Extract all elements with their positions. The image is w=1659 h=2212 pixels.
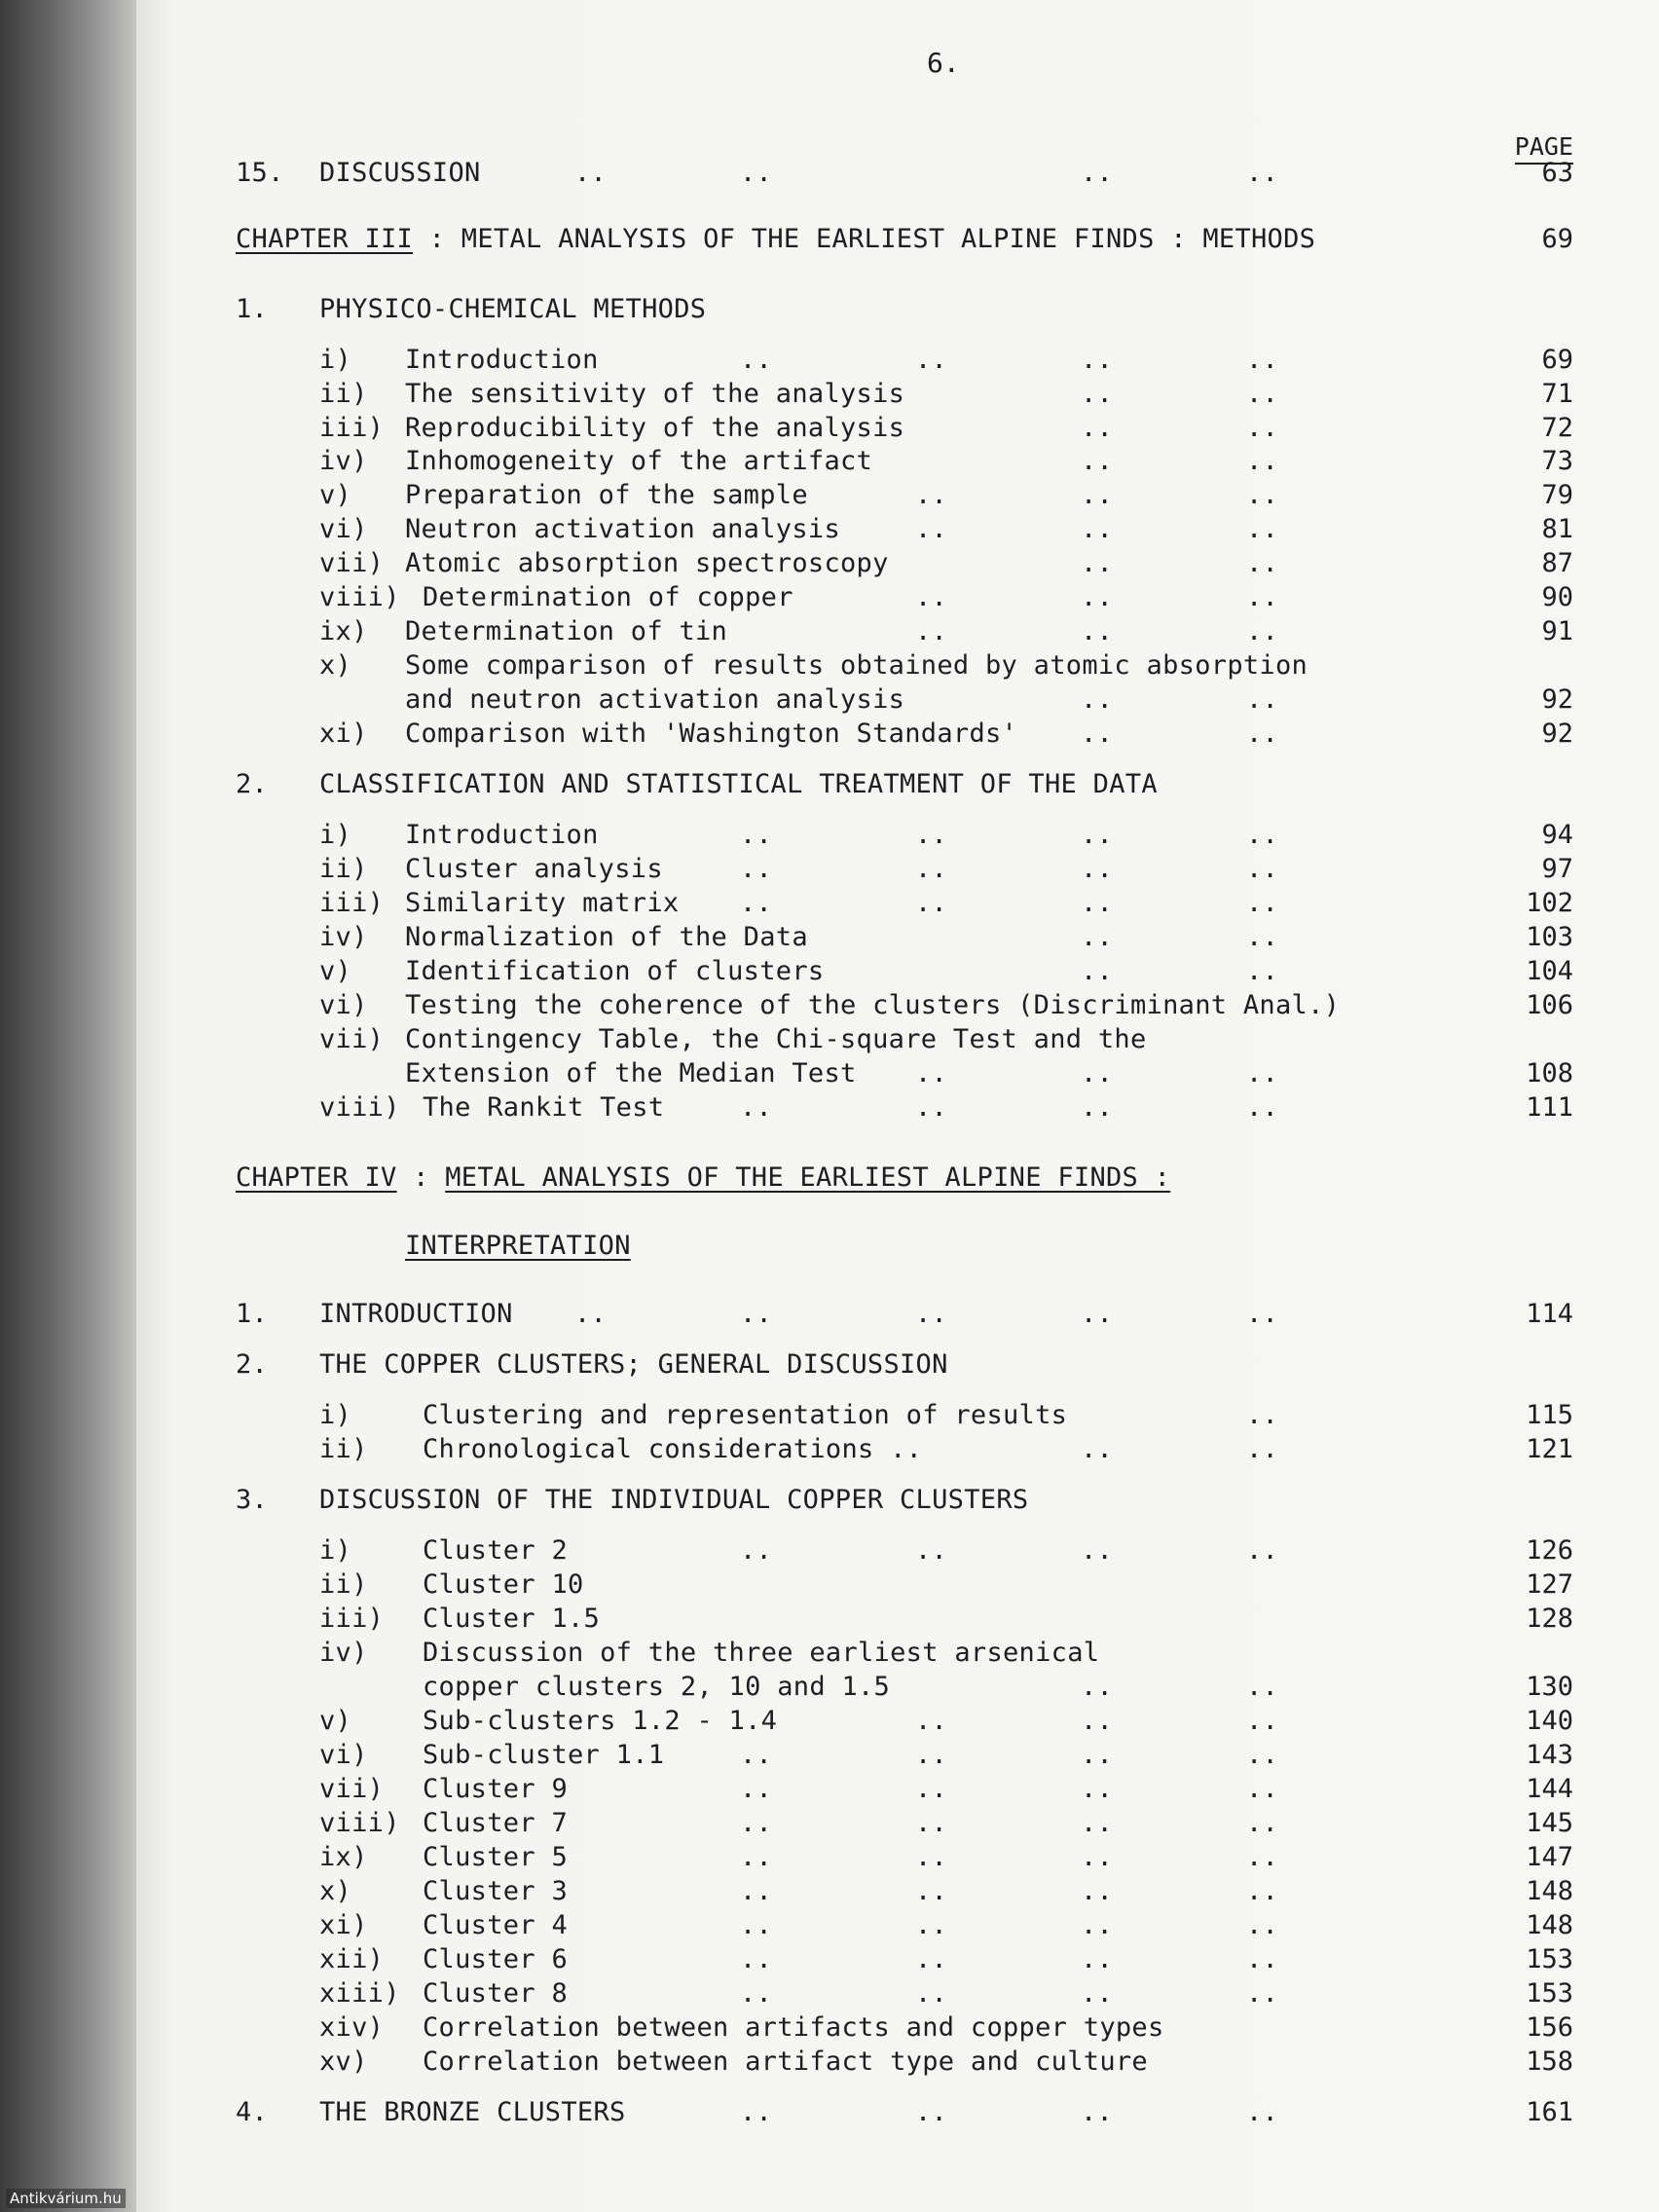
leader-dots: .. (1246, 1434, 1279, 1464)
leader-dots: .. (1246, 1092, 1279, 1123)
leader-dots: .. (1246, 1706, 1279, 1736)
leader-dots: .. (1246, 480, 1279, 510)
leader-dots: .. (915, 1774, 948, 1804)
leader-dots: .. (740, 820, 773, 850)
leader-dots: .. (740, 1808, 773, 1838)
leader-dots: .. (574, 158, 608, 188)
toc-entry-title: Correlation between artifacts and copper types (423, 2012, 1164, 2043)
toc-entry-title: Similarity matrix (405, 888, 680, 918)
toc-entry-number: vi) (319, 1740, 368, 1770)
leader-dots: .. (1246, 1400, 1279, 1430)
toc-page-number: 94 (1541, 820, 1573, 850)
leader-dots: .. (1081, 1706, 1114, 1736)
toc-entry-title: Some comparison of results obtained by atomic absorption (405, 650, 1309, 681)
toc-entry-number: iii) (319, 888, 385, 918)
leader-dots: .. (740, 888, 773, 918)
leader-dots: .. (915, 514, 948, 544)
toc-entry-number: v) (319, 956, 352, 986)
leader-dots: .. (1246, 582, 1279, 612)
leader-dots: .. (1081, 684, 1114, 715)
toc-page-number: 158 (1526, 2046, 1573, 2077)
leader-dots: .. (740, 158, 773, 188)
toc-page-number: 73 (1541, 446, 1573, 476)
leader-dots: .. (1081, 446, 1114, 476)
toc-page-number: 69 (1541, 345, 1573, 375)
toc-entry-title: Cluster 9 (423, 1774, 568, 1804)
toc-entry-title: Neutron activation analysis (405, 514, 840, 544)
toc-entry-title: Inhomogeneity of the artifact (405, 446, 873, 476)
leader-dots: .. (740, 1910, 773, 1940)
toc-entry-number: ii) (319, 379, 368, 409)
toc-entry-title: Reproducibility of the analysis (405, 413, 905, 443)
leader-dots: .. (915, 820, 948, 850)
leader-dots: .. (1246, 719, 1279, 749)
leader-dots: .. (915, 1535, 948, 1566)
leader-dots: .. (915, 1876, 948, 1906)
leader-dots: .. (574, 1299, 608, 1329)
toc-entry-number: v) (319, 480, 352, 510)
toc-page-number: 126 (1526, 1535, 1573, 1566)
leader-dots: .. (740, 345, 773, 375)
leader-dots: .. (915, 582, 948, 612)
leader-dots: .. (1081, 854, 1114, 884)
toc-entry-title: INTRODUCTION (319, 1299, 513, 1329)
leader-dots: .. (1246, 345, 1279, 375)
leader-dots: .. (1246, 446, 1279, 476)
document-page (136, 0, 1659, 2212)
leader-dots: .. (1246, 514, 1279, 544)
leader-dots: .. (740, 854, 773, 884)
leader-dots: .. (1081, 1774, 1114, 1804)
toc-entry-number: vii) (319, 1774, 385, 1804)
toc-page-number: 91 (1541, 616, 1573, 646)
leader-dots: .. (915, 1910, 948, 1940)
toc-entry-title: Introduction (405, 345, 599, 375)
leader-dots: .. (915, 1978, 948, 2009)
toc-page-number: 97 (1541, 854, 1573, 884)
toc-page-number: 102 (1526, 888, 1573, 918)
toc-entry-title: INTERPRETATION (405, 1231, 631, 1261)
toc-entry-title: Cluster 2 (423, 1535, 568, 1566)
toc-entry-number: i) (319, 820, 352, 850)
leader-dots: .. (1081, 1910, 1114, 1940)
leader-dots: .. (1081, 1740, 1114, 1770)
watermark-logo: Antikvárium.hu (6, 2189, 126, 2208)
toc-page-number: 92 (1541, 684, 1573, 715)
toc-page-number: 92 (1541, 719, 1573, 749)
leader-dots: .. (915, 1058, 948, 1088)
toc-entry-number: iv) (319, 446, 368, 476)
toc-entry-title: Normalization of the Data (405, 922, 808, 952)
leader-dots: .. (915, 1706, 948, 1736)
toc-entry-number: xv) (319, 2046, 368, 2077)
toc-page-number: 148 (1526, 1910, 1573, 1940)
toc-entry-title: copper clusters 2, 10 and 1.5 (423, 1672, 891, 1702)
toc-entry-number: ix) (319, 616, 368, 646)
page-number: 6. (927, 47, 960, 79)
toc-entry-title: PHYSICO-CHEMICAL METHODS (319, 294, 707, 324)
leader-dots: .. (1081, 1058, 1114, 1088)
leader-dots: .. (1246, 548, 1279, 578)
toc-entry-title: DISCUSSION (319, 158, 481, 188)
leader-dots: .. (915, 888, 948, 918)
toc-entry-title: Cluster 4 (423, 1910, 568, 1940)
toc-entry-number: ii) (319, 1434, 368, 1464)
toc-page-number: 79 (1541, 480, 1573, 510)
toc-entry-number: x) (319, 1876, 352, 1906)
leader-dots: .. (1081, 820, 1114, 850)
leader-dots: .. (1081, 1092, 1114, 1123)
toc-entry-title: Cluster 8 (423, 1978, 568, 2009)
leader-dots: .. (1246, 379, 1279, 409)
leader-dots: .. (1246, 1535, 1279, 1566)
leader-dots: .. (915, 1808, 948, 1838)
leader-dots: .. (1246, 1774, 1279, 1804)
toc-entry-number: x) (319, 650, 352, 681)
toc-entry-number: iv) (319, 922, 368, 952)
leader-dots: .. (1081, 888, 1114, 918)
toc-page-number: 161 (1526, 2097, 1573, 2127)
toc-entry-number: xiv) (319, 2012, 385, 2043)
toc-entry-title: Cluster 7 (423, 1808, 568, 1838)
leader-dots: .. (915, 480, 948, 510)
toc-entry-number: vii) (319, 548, 385, 578)
leader-dots: .. (915, 616, 948, 646)
toc-page-number: 114 (1526, 1299, 1573, 1329)
toc-entry-number: ii) (319, 854, 368, 884)
leader-dots: .. (740, 1876, 773, 1906)
toc-page-number: 127 (1526, 1569, 1573, 1600)
leader-dots: .. (1246, 1978, 1279, 2009)
toc-page-number: 63 (1541, 158, 1573, 188)
toc-page-number: 103 (1526, 922, 1573, 952)
toc-entry-number: 2. (236, 769, 269, 799)
leader-dots: .. (915, 1092, 948, 1123)
leader-dots: .. (1081, 956, 1114, 986)
book-binding (0, 0, 136, 2212)
toc-entry-title: Determination of copper (423, 582, 793, 612)
leader-dots: .. (1081, 582, 1114, 612)
leader-dots: .. (1246, 854, 1279, 884)
leader-dots: .. (915, 345, 948, 375)
toc-page-number: 153 (1526, 1978, 1573, 2009)
leader-dots: .. (915, 1299, 948, 1329)
toc-entry-title: Sub-clusters 1.2 - 1.4 (423, 1706, 778, 1736)
toc-entry-number: iii) (319, 1604, 385, 1634)
leader-dots: .. (1246, 1944, 1279, 1974)
toc-entry-title: Cluster 1.5 (423, 1604, 601, 1634)
leader-dots: .. (915, 2097, 948, 2127)
leader-dots: .. (1246, 1910, 1279, 1940)
leader-dots: .. (1246, 1876, 1279, 1906)
toc-entry-number: iv) (319, 1638, 368, 1668)
toc-page-number: 115 (1526, 1400, 1573, 1430)
toc-entry-number: xiii) (319, 1978, 400, 2009)
leader-dots: .. (740, 1299, 773, 1329)
toc-entry-title: Testing the coherence of the clusters (Discriminant Anal.) (405, 990, 1341, 1020)
leader-dots: .. (1246, 1058, 1279, 1088)
leader-dots: .. (740, 1740, 773, 1770)
leader-dots: .. (1081, 2097, 1114, 2127)
toc-entry-number: i) (319, 1400, 352, 1430)
leader-dots: .. (1246, 888, 1279, 918)
toc-page-number: 153 (1526, 1944, 1573, 1974)
toc-entry-title: CLASSIFICATION AND STATISTICAL TREATMENT OF THE DATA (319, 769, 1158, 799)
toc-entry-title: CHAPTER IV : METAL ANALYSIS OF THE EARLIEST ALPINE FINDS : (236, 1162, 1171, 1193)
leader-dots: .. (1246, 1740, 1279, 1770)
toc-entry-number: ii) (319, 1569, 368, 1600)
toc-page-number: 148 (1526, 1876, 1573, 1906)
toc-entry-number: 4. (236, 2097, 269, 2127)
toc-page-number: 111 (1526, 1092, 1573, 1123)
leader-dots: .. (740, 1978, 773, 2009)
toc-entry-number: ix) (319, 1842, 368, 1872)
leader-dots: .. (740, 1944, 773, 1974)
toc-entry-title: Determination of tin (405, 616, 728, 646)
leader-dots: .. (1246, 922, 1279, 952)
leader-dots: .. (1081, 548, 1114, 578)
leader-dots: .. (1081, 379, 1114, 409)
toc-page-number: 121 (1526, 1434, 1573, 1464)
toc-entry-number: v) (319, 1706, 352, 1736)
toc-page-number: 90 (1541, 582, 1573, 612)
leader-dots: .. (1081, 616, 1114, 646)
toc-entry-title: Cluster 10 (423, 1569, 584, 1600)
leader-dots: .. (1246, 616, 1279, 646)
toc-entry-number: xii) (319, 1944, 385, 1974)
leader-dots: .. (1081, 922, 1114, 952)
leader-dots: .. (1246, 956, 1279, 986)
toc-entry-number: xi) (319, 1910, 368, 1940)
toc-entry-title: Cluster 6 (423, 1944, 568, 1974)
toc-entry-title: Cluster 5 (423, 1842, 568, 1872)
toc-entry-number: 1. (236, 294, 269, 324)
toc-entry-title: Chronological considerations .. (423, 1434, 923, 1464)
leader-dots: .. (1246, 820, 1279, 850)
toc-page-number: 104 (1526, 956, 1573, 986)
toc-entry-title: Cluster analysis (405, 854, 663, 884)
toc-page-number: 156 (1526, 2012, 1573, 2043)
toc-entry-title: Correlation between artifact type and culture (423, 2046, 1148, 2077)
toc-page-number: 130 (1526, 1672, 1573, 1702)
toc-entry-title: CHAPTER III : METAL ANALYSIS OF THE EARLIEST ALPINE FINDS : METHODS (236, 224, 1316, 254)
leader-dots: .. (1081, 719, 1114, 749)
toc-page-number: 128 (1526, 1604, 1573, 1634)
leader-dots: .. (1246, 1672, 1279, 1702)
toc-entry-number: i) (319, 1535, 352, 1566)
leader-dots: .. (1081, 1808, 1114, 1838)
toc-entry-title: Introduction (405, 820, 599, 850)
leader-dots: .. (1246, 2097, 1279, 2127)
leader-dots: .. (1246, 1808, 1279, 1838)
leader-dots: .. (1081, 1876, 1114, 1906)
leader-dots: .. (1081, 1434, 1114, 1464)
leader-dots: .. (1081, 1299, 1114, 1329)
leader-dots: .. (740, 1092, 773, 1123)
toc-entry-number: iii) (319, 413, 385, 443)
toc-page-number: 147 (1526, 1842, 1573, 1872)
leader-dots: .. (1081, 345, 1114, 375)
leader-dots: .. (1081, 1535, 1114, 1566)
leader-dots: .. (915, 1944, 948, 1974)
toc-entry-number: 2. (236, 1349, 269, 1380)
leader-dots: .. (1081, 1842, 1114, 1872)
toc-entry-title: The sensitivity of the analysis (405, 379, 905, 409)
leader-dots: .. (1081, 413, 1114, 443)
toc-entry-number: vii) (319, 1024, 385, 1054)
leader-dots: .. (1246, 684, 1279, 715)
leader-dots: .. (1081, 1978, 1114, 2009)
toc-page-number: 69 (1541, 224, 1573, 254)
leader-dots: .. (740, 2097, 773, 2127)
leader-dots: .. (1081, 514, 1114, 544)
toc-entry-title: Preparation of the sample (405, 480, 808, 510)
toc-entry-number: viii) (319, 1808, 400, 1838)
toc-page-number: 87 (1541, 548, 1573, 578)
toc-page-number: 145 (1526, 1808, 1573, 1838)
leader-dots: .. (740, 1774, 773, 1804)
toc-entry-title: Sub-cluster 1.1 (423, 1740, 665, 1770)
toc-entry-number: viii) (319, 582, 400, 612)
leader-dots: .. (740, 1842, 773, 1872)
toc-entry-number: xi) (319, 719, 368, 749)
toc-entry-title: Comparison with 'Washington Standards' (405, 719, 1018, 749)
toc-entry-number: 3. (236, 1485, 269, 1515)
toc-entry-title: The Rankit Test (423, 1092, 665, 1123)
toc-page-number: 71 (1541, 379, 1573, 409)
toc-entry-title: Identification of clusters (405, 956, 825, 986)
toc-entry-title: THE COPPER CLUSTERS; GENERAL DISCUSSION (319, 1349, 948, 1380)
toc-entry-number: 1. (236, 1299, 269, 1329)
toc-entry-title: Clustering and representation of results (423, 1400, 1068, 1430)
toc-entry-title: Atomic absorption spectroscopy (405, 548, 889, 578)
toc-entry-number: 15. (236, 158, 284, 188)
leader-dots: .. (740, 1535, 773, 1566)
leader-dots: .. (915, 1842, 948, 1872)
leader-dots: .. (915, 854, 948, 884)
toc-entry-title: THE BRONZE CLUSTERS (319, 2097, 626, 2127)
leader-dots: .. (1081, 480, 1114, 510)
toc-page-number: 81 (1541, 514, 1573, 544)
toc-page-number: 143 (1526, 1740, 1573, 1770)
toc-page-number: 106 (1526, 990, 1573, 1020)
leader-dots: .. (1246, 413, 1279, 443)
toc-entry-title: Cluster 3 (423, 1876, 568, 1906)
toc-entry-title: and neutron activation analysis (405, 684, 905, 715)
leader-dots: .. (1246, 158, 1279, 188)
leader-dots: .. (1081, 1944, 1114, 1974)
leader-dots: .. (1081, 158, 1114, 188)
toc-entry-title: Extension of the Median Test (405, 1058, 857, 1088)
page-column-header: PAGE (1515, 132, 1573, 165)
toc-page-number: 72 (1541, 413, 1573, 443)
toc-entry-number: vi) (319, 514, 368, 544)
toc-entry-number: vi) (319, 990, 368, 1020)
toc-entry-title: Discussion of the three earliest arsenical (423, 1638, 1100, 1668)
leader-dots: .. (1246, 1299, 1279, 1329)
toc-entry-title: Contingency Table, the Chi-square Test and the (405, 1024, 1147, 1054)
leader-dots: .. (1081, 1672, 1114, 1702)
toc-page-number: 144 (1526, 1774, 1573, 1804)
leader-dots: .. (1246, 1842, 1279, 1872)
toc-entry-title: DISCUSSION OF THE INDIVIDUAL COPPER CLUSTERS (319, 1485, 1029, 1515)
toc-entry-number: viii) (319, 1092, 400, 1123)
toc-entry-number: i) (319, 345, 352, 375)
toc-page-number: 108 (1526, 1058, 1573, 1088)
leader-dots: .. (915, 1740, 948, 1770)
toc-page-number: 140 (1526, 1706, 1573, 1736)
